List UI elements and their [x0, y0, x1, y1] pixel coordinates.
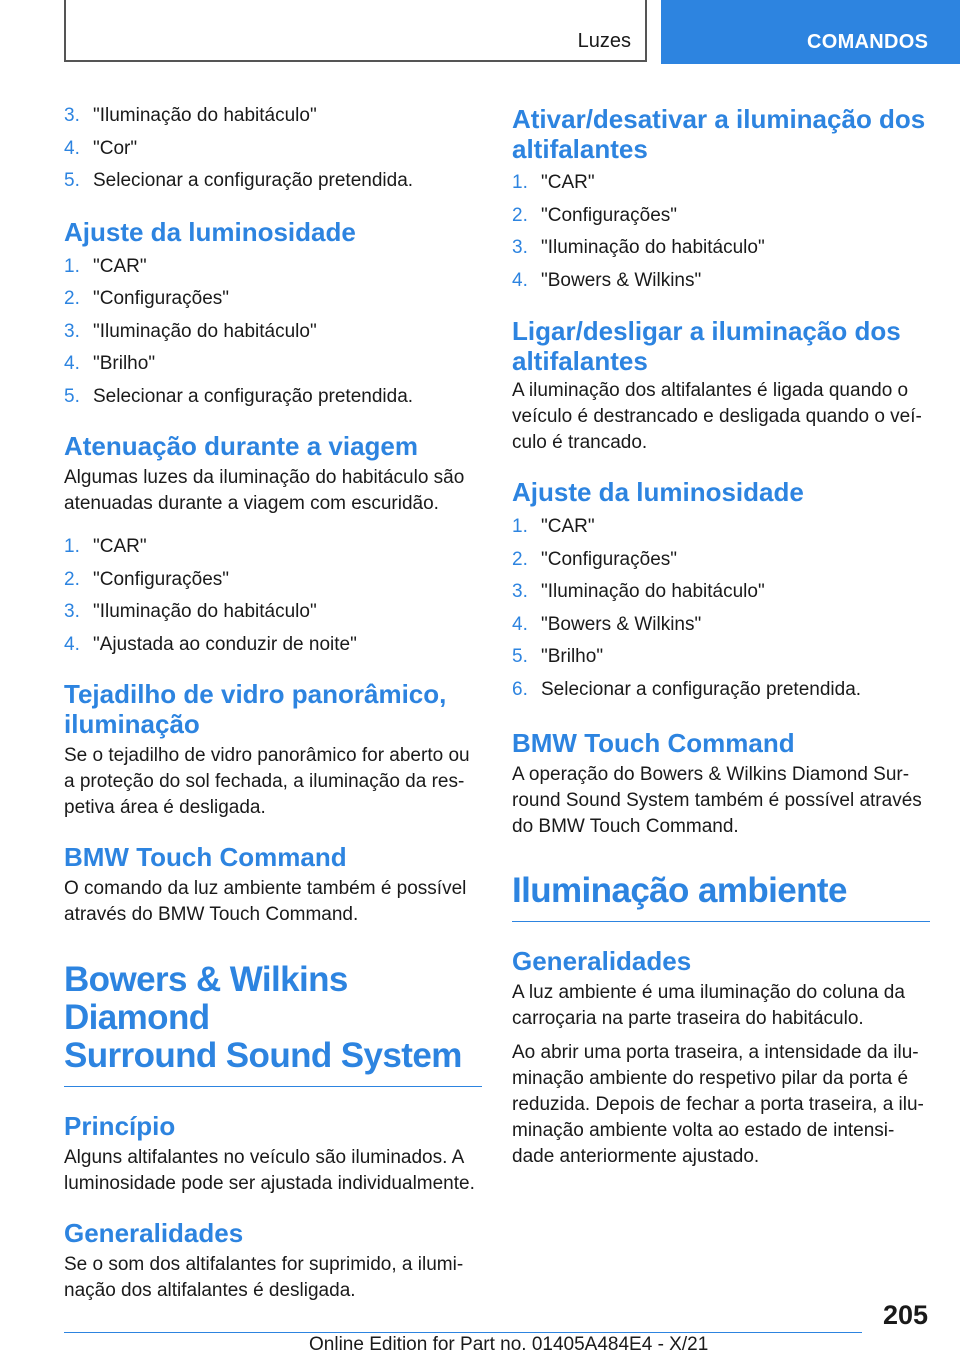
list-number: 1. — [64, 255, 80, 277]
list-continued — [64, 100, 482, 198]
heading-generalidades: Generalidades — [512, 946, 692, 976]
list-item — [64, 316, 482, 349]
heading-atenuacao: Atenuação durante a viagem — [64, 431, 418, 461]
list-item — [64, 564, 482, 597]
heading-ajuste-luminosidade: Ajuste da luminosidade — [512, 477, 804, 507]
paragraph-generalidades-1: A luz ambiente é uma iluminação do coluna da carroçaria na parte traseira do habitáculo. — [512, 982, 905, 1029]
list-text: "Iluminação do habitáculo" — [541, 237, 765, 258]
list-text: "CAR" — [541, 516, 595, 537]
list-number: 4. — [64, 633, 80, 655]
list-number: 2. — [512, 548, 528, 570]
list-item — [512, 576, 930, 609]
paragraph-touch-command: O comando da luz ambiente também é possível através do BMW Touch Command. — [64, 878, 467, 925]
list-number: 3. — [512, 581, 528, 602]
paragraph-touch-command: A operação do Bowers & Wilkins Diamond Sur‐ round Sound System também é possível através do BMW Touch Command. — [512, 764, 922, 837]
list-text: Selecionar a configuração pretendida. — [541, 678, 862, 700]
list-item — [512, 232, 930, 265]
list-item — [512, 544, 930, 577]
list-number: 5. — [64, 170, 80, 191]
header-section-title: Luzes — [577, 30, 631, 52]
list-text: "Bowers & Wilkins" — [541, 613, 702, 635]
list-item — [64, 251, 482, 284]
list-text: "CAR" — [93, 536, 147, 557]
list-text: "CAR" — [93, 255, 147, 277]
list-text: "Iluminação do habitáculo" — [541, 581, 765, 602]
list-text: "Iluminação do habitáculo" — [93, 105, 317, 126]
list-item — [64, 531, 482, 564]
list-text: "Iluminação do habitáculo" — [93, 320, 317, 342]
list-text: Selecionar a configuração pretendida. — [93, 385, 414, 407]
paragraph-ligar: A iluminação dos altifalantes é ligada quando o veículo é destrancado e desligada quando o veí‐ culo é trancado. — [512, 380, 922, 453]
list-ajuste-right — [512, 511, 930, 706]
list-number: 4. — [512, 613, 528, 635]
paragraph-tejadilho: Se o tejadilho de vidro panorâmico for aberto ou a proteção do sol fechada, a iluminação da res‐ petiva área é desligada. — [64, 745, 470, 818]
list-text: "Brilho" — [93, 353, 156, 374]
list-number: 3. — [64, 105, 80, 126]
list-text: "Cor" — [93, 137, 138, 159]
list-item — [64, 165, 482, 198]
list-number: 1. — [512, 516, 528, 537]
heading-generalidades: Generalidades — [64, 1218, 244, 1248]
header-section-box — [64, 0, 647, 62]
heading-principio: Princípio — [64, 1111, 176, 1141]
heading-touch-command: BMW Touch Command — [64, 842, 347, 872]
list-number: 3. — [64, 601, 80, 622]
list-text: "Ajustada ao conduzir de noite" — [93, 633, 357, 655]
list-item — [512, 609, 930, 642]
list-item — [64, 629, 482, 662]
list-item — [512, 265, 930, 298]
list-number: 1. — [512, 172, 528, 193]
heading-ajuste-luminosidade: Ajuste da luminosidade — [64, 216, 356, 247]
list-number: 5. — [512, 646, 528, 667]
list-text: "Brilho" — [541, 646, 604, 667]
list-atenuacao — [64, 531, 482, 661]
paragraph-principio: Alguns altifalantes no veículo são iluminados. A luminosidade pode ser ajustada individualmente. — [64, 1147, 475, 1194]
list-ativar — [512, 167, 930, 297]
list-item — [512, 167, 930, 200]
list-number: 2. — [64, 568, 80, 590]
list-text: "Configurações" — [93, 568, 230, 590]
list-text: Selecionar a configuração pretendida. — [93, 170, 414, 191]
header-chapter-tab: COMANDOS — [661, 0, 960, 64]
list-item — [64, 348, 482, 381]
list-number: 4. — [64, 353, 80, 374]
list-text: "Bowers & Wilkins" — [541, 269, 702, 291]
list-item — [64, 100, 482, 133]
list-item — [64, 283, 482, 316]
list-text: "Configurações" — [93, 288, 230, 309]
list-text: "Iluminação do habitáculo" — [93, 601, 317, 622]
list-ajuste — [64, 251, 482, 414]
list-item — [64, 133, 482, 166]
footer-rule — [64, 1332, 862, 1333]
paragraph-generalidades-2: Ao abrir uma porta traseira, a intensidade da ilu‐ minação ambiente do respetivo pilar da porta é reduzida. Depois de fechar a porta traseira, a ilu‐ minação ambiente volta ao estado de intensi‐ dade anteriormente ajustado. — [512, 1042, 924, 1167]
chapter-heading-ambiente: Iluminação ambiente — [512, 871, 847, 910]
right-column — [512, 100, 930, 1170]
chapter-heading-bowers: Bowers & Wilkins Diamond Surround Sound System — [64, 960, 462, 1075]
left-column — [64, 100, 482, 1304]
list-number: 3. — [64, 320, 80, 342]
list-number: 1. — [64, 536, 80, 557]
list-text: "Configurações" — [541, 204, 678, 226]
footer-edition: Online Edition for Part no. 01405A484E4 - X/21 — [309, 1334, 709, 1355]
heading-ativar-desativar: Ativar/desativar a iluminação dos altifalantes — [512, 104, 926, 164]
list-item — [64, 381, 482, 414]
paragraph-generalidades: Se o som dos altifalantes for suprimido, a ilumi‐ nação dos altifalantes é desligada. — [64, 1254, 464, 1301]
heading-tejadilho: Tejadilho de vidro panorâmico, iluminação — [64, 679, 447, 739]
list-item — [64, 596, 482, 629]
page-number: 205 — [882, 1300, 928, 1330]
list-item — [512, 511, 930, 544]
list-number: 2. — [512, 204, 528, 226]
chapter-rule — [64, 1086, 482, 1087]
heading-ligar-desligar: Ligar/desligar a iluminação dos altifalantes — [512, 316, 901, 376]
list-item — [512, 641, 930, 674]
paragraph-atenuacao: Algumas luzes da iluminação do habitáculo são atenuadas durante a viagem com escuridão. — [64, 467, 465, 514]
list-item — [512, 200, 930, 233]
list-number: 5. — [64, 385, 80, 407]
list-text: "Configurações" — [541, 548, 678, 570]
list-item — [512, 674, 930, 707]
list-number: 4. — [512, 269, 528, 291]
list-number: 6. — [512, 678, 528, 700]
list-number: 3. — [512, 237, 528, 258]
heading-touch-command: BMW Touch Command — [512, 728, 795, 758]
list-number: 2. — [64, 288, 80, 309]
chapter-rule — [512, 921, 930, 922]
list-number: 4. — [64, 137, 80, 159]
list-text: "CAR" — [541, 172, 595, 193]
